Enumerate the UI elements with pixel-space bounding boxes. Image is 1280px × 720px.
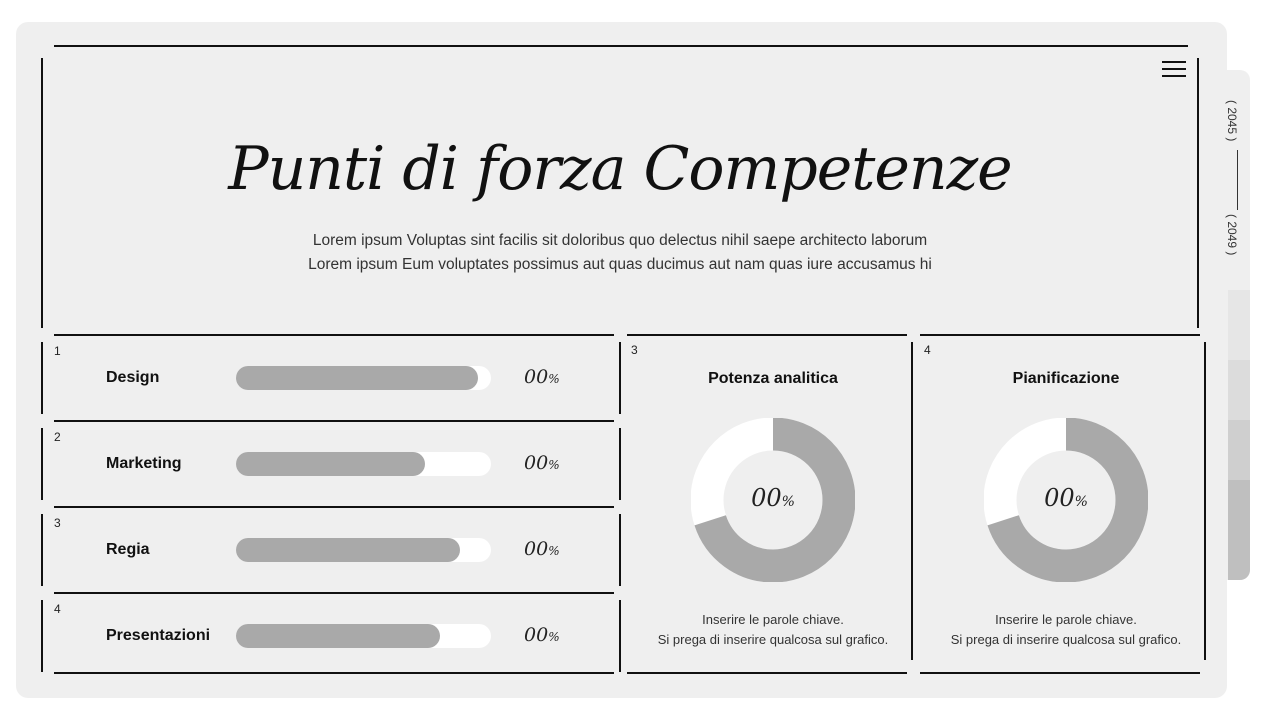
skill-label: Marketing	[106, 455, 182, 472]
skill-percent-value: 00	[524, 538, 549, 560]
skill-row-right-rule	[619, 514, 621, 586]
skill-number: 2	[54, 430, 61, 444]
skill-percent-sign: %	[548, 544, 560, 558]
skill-progress-bar	[236, 452, 491, 476]
skill-percent-value: 00	[524, 366, 549, 388]
skill-row-left-rule	[41, 514, 43, 586]
skill-progress-bar	[236, 538, 491, 562]
skill-list-bottom-rule	[54, 672, 614, 674]
side-tab-stripe	[1228, 420, 1250, 480]
donut-value-sign: %	[1074, 494, 1088, 510]
side-tab-stripe	[1228, 480, 1250, 580]
donut-value	[984, 484, 1148, 512]
donut-panel-number: 4	[924, 343, 931, 357]
donut-value-number: 00	[751, 484, 782, 512]
skill-row-left-rule	[41, 342, 43, 414]
side-tab-stripe	[1228, 360, 1250, 420]
donut-title: Potenza analitica	[708, 370, 838, 387]
skill-percent-sign: %	[548, 630, 560, 644]
donut-panel-bottom-rule	[627, 672, 907, 674]
hamburger-menu-icon[interactable]	[1158, 56, 1190, 84]
donut-caption-line-2: Si prega di inserire qualcosa sul grafico.	[657, 632, 889, 647]
skill-progress-fill	[236, 452, 425, 476]
skill-row-top-rule	[54, 592, 614, 594]
donut-caption-line-1: Inserire le parole chiave.	[995, 612, 1137, 627]
skill-row-left-rule	[41, 428, 43, 500]
slide-card	[16, 22, 1227, 698]
skill-percent-value: 00	[524, 624, 549, 646]
subtitle-line-1: Lorem ipsum Voluptas sint facilis sit doloribus quo delectus nihil saepe architecto laborum	[312, 232, 928, 249]
side-tab-stripe	[1228, 290, 1250, 360]
skill-label: Design	[106, 369, 160, 386]
donut-panel-number: 3	[631, 343, 638, 357]
donut-caption-line-1: Inserire le parole chiave.	[702, 612, 844, 627]
skill-progress-fill	[236, 366, 478, 390]
skill-row-right-rule	[619, 600, 621, 672]
header-top-rule	[54, 45, 1188, 47]
donut-value-sign: %	[781, 494, 795, 510]
skill-row-right-rule	[619, 342, 621, 414]
donut-caption-line-2: Si prega di inserire qualcosa sul grafico.	[950, 632, 1182, 647]
year-end-label: ( 2049 )	[1225, 214, 1239, 256]
skill-row-right-rule	[619, 428, 621, 500]
skill-percent-value: 00	[524, 452, 549, 474]
skill-percent	[524, 366, 560, 388]
donut-panel-bottom-rule	[920, 672, 1200, 674]
skill-label: Regia	[106, 541, 150, 558]
skill-percent	[524, 624, 560, 646]
skill-row-left-rule	[41, 600, 43, 672]
skill-row-top-rule	[54, 506, 614, 508]
skill-progress-bar	[236, 366, 491, 390]
donut-title: Pianificazione	[1012, 370, 1120, 387]
donut-value	[691, 484, 855, 512]
skill-number: 1	[54, 344, 61, 358]
skill-number: 3	[54, 516, 61, 530]
skill-percent	[524, 538, 560, 560]
skill-percent	[524, 452, 560, 474]
skill-percent-sign: %	[548, 458, 560, 472]
skill-label: Presentazioni	[106, 627, 211, 644]
skill-row-top-rule	[54, 420, 614, 422]
skill-progress-bar	[236, 624, 491, 648]
skill-progress-fill	[236, 538, 460, 562]
skill-number: 4	[54, 602, 61, 616]
donut-panel-top-rule	[920, 334, 1200, 336]
skill-percent-sign: %	[548, 372, 560, 386]
skill-row-top-rule	[54, 334, 614, 336]
year-start-label: ( 2045 )	[1225, 100, 1239, 142]
subtitle-line-2: Lorem ipsum Eum voluptates possimus aut quas ducimus aut nam quas iure accusamus hi	[308, 256, 932, 273]
skill-progress-fill	[236, 624, 440, 648]
donut-panel-top-rule	[627, 334, 907, 336]
donut-value-number: 00	[1044, 484, 1075, 512]
page-title: Punti di forza Competenze	[228, 134, 1012, 204]
